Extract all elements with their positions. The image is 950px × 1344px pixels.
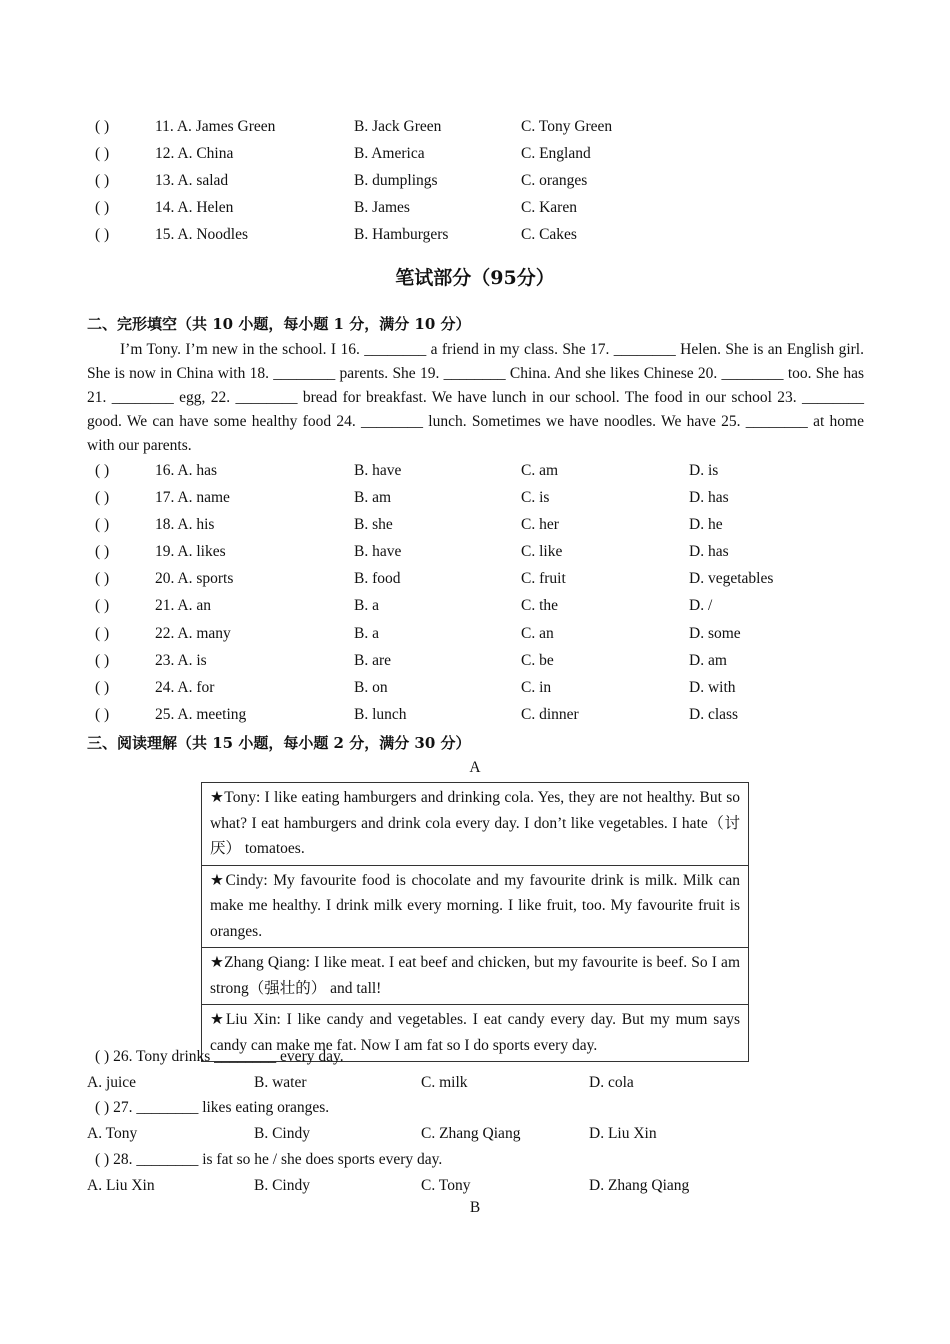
option-d: D. with xyxy=(689,679,736,696)
option-d: D. is xyxy=(689,462,719,479)
option-row xyxy=(87,1123,847,1145)
answer-blank[interactable]: ( ) xyxy=(95,543,110,560)
question-row xyxy=(95,143,855,165)
option-b: B. food xyxy=(354,570,401,587)
option-row xyxy=(87,1175,847,1197)
option-d: D. / xyxy=(689,597,713,614)
option-b: B. a xyxy=(354,625,379,642)
answer-blank[interactable]: ( ) xyxy=(95,199,110,216)
option-d: D. cola xyxy=(589,1074,634,1091)
question-stem: ( ) 26. Tony drinks ________ every day. xyxy=(95,1048,344,1065)
question-row xyxy=(95,704,855,726)
option-a: A. Liu Xin xyxy=(87,1177,155,1194)
answer-blank[interactable]: ( ) xyxy=(95,118,110,135)
option-c: C. milk xyxy=(421,1074,468,1091)
option-c: C. in xyxy=(521,679,552,696)
question-row xyxy=(95,197,855,219)
option-d: D. class xyxy=(689,706,739,723)
answer-blank[interactable]: ( ) xyxy=(95,625,110,642)
option-a: 15. A. Noodles xyxy=(155,226,248,243)
option-a: 13. A. salad xyxy=(155,172,229,189)
answer-blank[interactable]: ( ) xyxy=(95,679,110,696)
answer-blank[interactable]: ( ) xyxy=(95,226,110,243)
answer-blank[interactable]: ( ) xyxy=(95,516,110,533)
option-c: C. be xyxy=(521,652,554,669)
option-b: B. she xyxy=(354,516,393,533)
section-heading-cloze: 二、完形填空（共 10 小题，每小题 1 分，满分 10 分） xyxy=(87,315,471,333)
option-a: 22. A. many xyxy=(155,625,231,642)
option-row xyxy=(87,1072,847,1094)
reading-table xyxy=(201,782,749,1062)
option-b: B. Cindy xyxy=(254,1177,310,1194)
option-c: C. dinner xyxy=(521,706,579,723)
question-row xyxy=(95,514,855,536)
option-c: C. oranges xyxy=(521,172,588,189)
option-a: 16. A. has xyxy=(155,462,217,479)
option-d: D. am xyxy=(689,652,727,669)
option-b: B. Hamburgers xyxy=(354,226,449,243)
option-c: C. the xyxy=(521,597,559,614)
option-a: 12. A. China xyxy=(155,145,234,162)
option-b: B. James xyxy=(354,199,410,216)
option-c: C. an xyxy=(521,625,554,642)
option-c: C. Karen xyxy=(521,199,577,216)
option-c: C. am xyxy=(521,462,559,479)
option-c: C. like xyxy=(521,543,563,560)
question-row xyxy=(95,170,855,192)
question-row xyxy=(95,650,855,672)
answer-blank[interactable]: ( ) xyxy=(95,652,110,669)
question-row xyxy=(95,116,855,138)
option-d: D. Zhang Qiang xyxy=(589,1177,690,1194)
option-b: B. a xyxy=(354,597,379,614)
entry-liu-xin: ★Liu Xin: I like candy and vegetables. I eat candy every day. But my mum says candy can make me fat. Now I am fat so I do sports every day. xyxy=(210,1011,740,1054)
option-a: 14. A. Helen xyxy=(155,199,234,216)
option-c: C. her xyxy=(521,516,559,533)
option-b: B. am xyxy=(354,489,392,506)
option-b: B. America xyxy=(354,145,425,162)
question-row xyxy=(95,623,855,645)
option-b: B. dumplings xyxy=(354,172,438,189)
option-a: 17. A. name xyxy=(155,489,230,506)
option-a: 18. A. his xyxy=(155,516,215,533)
question-row xyxy=(95,595,855,617)
answer-blank[interactable]: ( ) xyxy=(95,172,110,189)
option-c: C. Cakes xyxy=(521,226,577,243)
answer-blank[interactable]: ( ) xyxy=(95,597,110,614)
option-c: C. is xyxy=(521,489,550,506)
question-stem: ( ) 27. ________ likes eating oranges. xyxy=(95,1099,330,1116)
option-d: D. some xyxy=(689,625,741,642)
option-c: C. fruit xyxy=(521,570,566,587)
question-stem: ( ) 28. ________ is fat so he / she does sports every day. xyxy=(95,1151,443,1168)
option-a: 19. A. likes xyxy=(155,543,226,560)
option-a: 11. A. James Green xyxy=(155,118,276,135)
question-row xyxy=(95,568,855,590)
option-a: 24. A. for xyxy=(155,679,215,696)
option-b: B. have xyxy=(354,462,402,479)
option-d: D. has xyxy=(689,543,729,560)
answer-blank[interactable]: ( ) xyxy=(95,570,110,587)
option-c: C. Zhang Qiang xyxy=(421,1125,521,1142)
answer-blank[interactable]: ( ) xyxy=(95,706,110,723)
cloze-passage: I’m Tony. I’m new in the school. I 16. ________ a friend in my class. She 17. ________ Helen. She is an English girl. She is now in China with 18. ________ parents. She 19. ________ China. And she likes Chinese 20. ________ too. She has 21. ________ egg, 22. ________ bread for breakfast. We have lunch in our school. The food in our school 23. ________ good. We can have some healthy food 24. ________ lunch. Sometimes we have noodles. We have 25. ________ at home with our parents. xyxy=(87,341,864,454)
option-d: D. Liu Xin xyxy=(589,1125,657,1142)
option-b: B. water xyxy=(254,1074,307,1091)
option-b: B. have xyxy=(354,543,402,560)
entry-cindy: ★Cindy: My favourite food is chocolate and my favourite drink is milk. Milk can make me healthy. I drink milk every morning. I like fruit, too. My favourite fruit is oranges. xyxy=(202,866,748,949)
passage-label-b: B xyxy=(469,1199,481,1216)
option-a: A. Tony xyxy=(87,1125,138,1142)
option-a: 25. A. meeting xyxy=(155,706,247,723)
option-a: 21. A. an xyxy=(155,597,211,614)
option-c: C. England xyxy=(521,145,591,162)
answer-blank[interactable]: ( ) xyxy=(95,145,110,162)
question-row xyxy=(95,677,855,699)
question-row xyxy=(95,541,855,563)
entry-zhang-qiang: ★Zhang Qiang: I like meat. I eat beef and chicken, but my favourite is beef. So I am strong（强壮的） and tall! xyxy=(202,948,748,1005)
option-b: B. Jack Green xyxy=(354,118,442,135)
question-row xyxy=(95,487,855,509)
option-c: C. Tony xyxy=(421,1177,471,1194)
section-heading-reading: 三、阅读理解（共 15 小题，每小题 2 分，满分 30 分） xyxy=(87,734,471,752)
option-b: B. are xyxy=(354,652,392,669)
option-a: 20. A. sports xyxy=(155,570,234,587)
option-d: D. he xyxy=(689,516,723,533)
option-b: B. on xyxy=(354,679,388,696)
entry-tony: ★Tony: I like eating hamburgers and drinking cola. Yes, they are not healthy. But so what? I eat hamburgers and drink cola every day. I don’t like vegetables. I hate（讨厌） tomatoes. xyxy=(202,783,748,866)
answer-blank[interactable]: ( ) xyxy=(95,462,110,479)
option-d: D. has xyxy=(689,489,729,506)
option-a: 23. A. is xyxy=(155,652,207,669)
written-section-title: 笔试部分（95分） xyxy=(395,267,555,289)
question-row xyxy=(95,460,855,482)
option-d: D. vegetables xyxy=(689,570,774,587)
passage-label-a: A xyxy=(469,759,481,776)
option-c: C. Tony Green xyxy=(521,118,613,135)
option-b: B. lunch xyxy=(354,706,407,723)
question-row xyxy=(95,224,855,246)
option-b: B. Cindy xyxy=(254,1125,310,1142)
answer-blank[interactable]: ( ) xyxy=(95,489,110,506)
option-a: A. juice xyxy=(87,1074,137,1091)
